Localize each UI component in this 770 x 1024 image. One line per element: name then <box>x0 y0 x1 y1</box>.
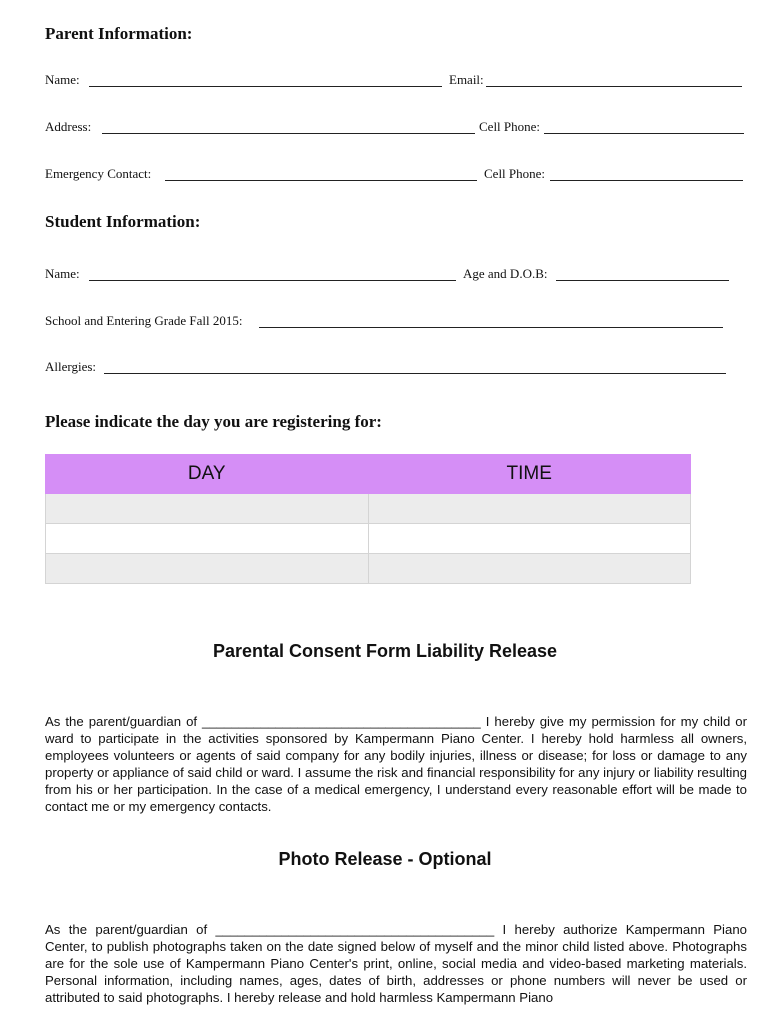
allergies-label: Allergies: <box>45 359 97 374</box>
registration-table <box>45 454 691 584</box>
emergency-contact-field[interactable] <box>165 180 477 181</box>
day-cell[interactable] <box>46 554 369 584</box>
table-row <box>46 524 691 554</box>
school-grade-label: School and Entering Grade Fall 2015: <box>45 313 243 328</box>
allergies-field[interactable] <box>104 373 726 374</box>
parent-name-field[interactable] <box>89 86 442 87</box>
student-age-label: Age and D.O.B: <box>463 266 548 281</box>
school-grade-field[interactable] <box>259 327 723 328</box>
day-cell[interactable] <box>46 524 369 554</box>
consent-paragraph: As the parent/guardian of ______________________________________ I hereby give my permission for my child or ward to participate in the activities sponsored by Kampermann Piano Center. I hereby hold harmless all owners, employees volunteers or agents of said company for any bodily injuries, illness or disease; for loss or damage to any property or appliance of said child or ward. I assume the risk and financial responsibility for any injury or liability resulting from his or her participation. In the case of a medical emergency, I understand every reasonable effort will be made to contact me or my emergency contacts. <box>45 714 747 814</box>
day-cell[interactable] <box>46 494 369 524</box>
table-row <box>46 554 691 584</box>
parent-email-label: Email: <box>449 72 484 87</box>
parent-cell-label: Cell Phone: <box>479 119 541 134</box>
emergency-contact-label: Emergency Contact: <box>45 166 152 181</box>
day-column-header: DAY <box>46 455 369 494</box>
student-name-label: Name: <box>45 266 80 281</box>
time-cell[interactable] <box>368 554 691 584</box>
parent-name-label: Name: <box>45 72 80 87</box>
parent-email-field[interactable] <box>486 86 742 87</box>
emergency-cell-label: Cell Phone: <box>484 166 546 181</box>
student-age-field[interactable] <box>556 280 729 281</box>
student-info-heading: Student Information: <box>45 212 201 231</box>
consent-title: Parental Consent Form Liability Release <box>212 641 558 661</box>
parent-address-field[interactable] <box>102 133 475 134</box>
time-column-header: TIME <box>368 455 691 494</box>
parent-cell-field[interactable] <box>544 133 744 134</box>
parent-info-heading: Parent Information: <box>45 24 193 43</box>
parent-address-label: Address: <box>45 119 92 134</box>
registration-heading: Please indicate the day you are registering for: <box>45 412 382 431</box>
photo-release-title: Photo Release - Optional <box>278 849 492 869</box>
table-row <box>46 494 691 524</box>
photo-release-paragraph: As the parent/guardian of ______________________________________ I hereby authorize Kampermann Piano Center, to publish photographs taken on the date signed below of myself and the minor child listed above. Photographs are for the sole use of Kampermann Piano Center's print, online, social media and video-based marketing materials. Personal information, including names, ages, dates of birth, addresses or phone numbers will never be used or attributed to said photographs. I hereby release and hold harmless Kampermann Piano <box>45 922 747 1005</box>
time-cell[interactable] <box>368 524 691 554</box>
emergency-cell-field[interactable] <box>550 180 743 181</box>
time-cell[interactable] <box>368 494 691 524</box>
student-name-field[interactable] <box>89 280 456 281</box>
